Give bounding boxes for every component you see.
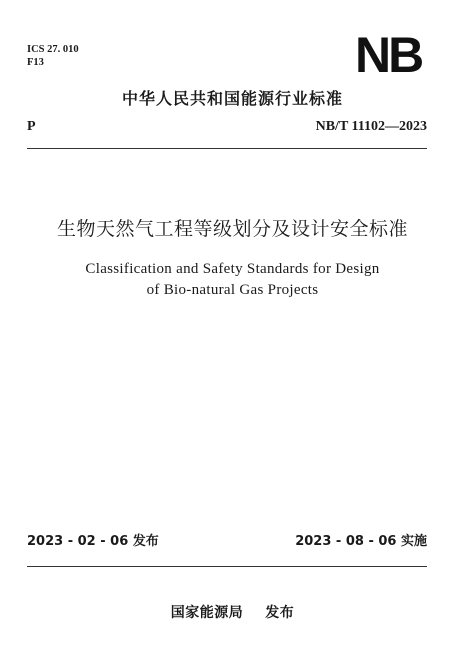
nb-logo: NB: [355, 27, 422, 83]
footer-divider: [27, 566, 427, 567]
chinese-title: 生物天然气工程等级划分及设计安全标准: [56, 218, 408, 240]
english-title: [0, 259, 465, 301]
standard-number: NB/T 11102—2023: [315, 119, 427, 134]
issue-date: 2023 - 02 - 06 发布: [27, 534, 159, 549]
publisher-name: 国家能源局: [170, 605, 244, 621]
authority-title: 中华人民共和国能源行业标准: [121, 89, 343, 108]
classification-codes: [27, 43, 79, 69]
implementation-date: 2023 - 08 - 06 实施: [295, 534, 427, 549]
publisher-action: 发布: [265, 605, 295, 621]
category-code: P: [27, 119, 36, 134]
ics-code: ICS 27. 010: [27, 44, 79, 55]
publisher: [0, 603, 465, 623]
english-title-line-1: Classification and Safety Standards for Design: [85, 261, 380, 277]
english-title-line-2: of Bio-natural Gas Projects: [146, 282, 319, 298]
ccs-code: F13: [27, 57, 44, 68]
header-divider: [27, 148, 427, 149]
